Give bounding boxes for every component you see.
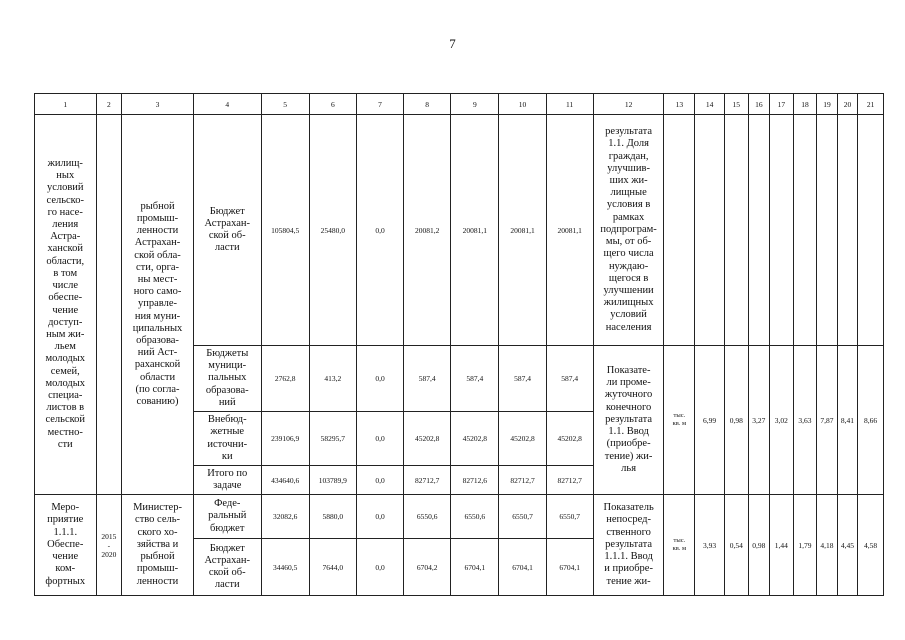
- column-number: 10: [499, 94, 546, 115]
- column-number: 7: [356, 94, 403, 115]
- value-cell: 587,4: [404, 346, 451, 412]
- value-cell: 6704,1: [499, 539, 546, 596]
- column-number: 8: [404, 94, 451, 115]
- column-number: 4: [193, 94, 261, 115]
- value-cell: 20081,1: [546, 115, 593, 346]
- empty-cell: [837, 115, 858, 346]
- column-number: 21: [858, 94, 884, 115]
- column-number: 3: [122, 94, 194, 115]
- value-cell: 45202,8: [499, 412, 546, 466]
- funding-source: Бюджеты муници- пальных образова- ний: [193, 346, 261, 412]
- value-cell: 6550,7: [546, 495, 593, 539]
- column-number: 17: [770, 94, 794, 115]
- column-number: 5: [261, 94, 309, 115]
- funding-source: Бюджет Астрахан- ской об- ласти: [193, 539, 261, 596]
- value-cell: 5880,0: [309, 495, 356, 539]
- empty-cell: [817, 115, 838, 346]
- value-cell: 82712,6: [451, 466, 499, 495]
- indicator-text: Показате- ли проме- жуточного конечного результата 1.1. Ввод (приобре- тение) жи- лья: [593, 346, 664, 495]
- column-number: 12: [593, 94, 664, 115]
- value-cell: 82712,7: [499, 466, 546, 495]
- target-value: 3,02: [770, 346, 794, 495]
- value-cell: 434640,6: [261, 466, 309, 495]
- funding-source: Феде- ральный бюджет: [193, 495, 261, 539]
- funding-source: Внебюд- жетные источни- ки: [193, 412, 261, 466]
- value-cell: 6704,2: [404, 539, 451, 596]
- value-cell: 7644,0: [309, 539, 356, 596]
- target-value: 8,66: [858, 346, 884, 495]
- empty-cell: [695, 115, 725, 346]
- value-cell: 0,0: [356, 115, 403, 346]
- executor-description: Министер- ство сель- ского хо- зяйства и рыбной промыш- ленности: [122, 495, 194, 596]
- value-cell: 6704,1: [451, 539, 499, 596]
- period-cell: [96, 115, 122, 495]
- empty-cell: [770, 115, 794, 346]
- table-row: [35, 115, 884, 346]
- target-value: 0,98: [748, 495, 770, 596]
- target-value: 8,41: [837, 346, 858, 495]
- period-cell: 2015 - 2020: [96, 495, 122, 596]
- target-value: 3,93: [695, 495, 725, 596]
- target-value: 7,87: [817, 346, 838, 495]
- target-value: 0,54: [724, 495, 748, 596]
- value-cell: 45202,8: [451, 412, 499, 466]
- value-cell: 6704,1: [546, 539, 593, 596]
- target-value: 4,58: [858, 495, 884, 596]
- value-cell: 6550,6: [404, 495, 451, 539]
- column-number: 16: [748, 94, 770, 115]
- empty-cell: [724, 115, 748, 346]
- target-value: 3,63: [793, 346, 817, 495]
- column-number: 13: [664, 94, 695, 115]
- value-cell: 0,0: [356, 495, 403, 539]
- value-cell: 587,4: [499, 346, 546, 412]
- task-description: жилищ- ных условий сельско- го насе- ления Астра- ханской области, в том числе обеспе- чение доступ- ным жи- льем молодых семей, молодых специа- листов в сельской местно- сти: [35, 115, 97, 495]
- target-value: 6,99: [695, 346, 725, 495]
- value-cell: 6550,7: [499, 495, 546, 539]
- value-cell: 105804,5: [261, 115, 309, 346]
- indicator-text: Показатель непосред- ственного результата 1.1.1. Ввод и приобре- тение жи-: [593, 495, 664, 596]
- page-number: 7: [449, 36, 456, 51]
- value-cell: 103789,9: [309, 466, 356, 495]
- empty-cell: [793, 115, 817, 346]
- value-cell: 587,4: [546, 346, 593, 412]
- budget-table: [34, 93, 884, 596]
- target-value: 0,98: [724, 346, 748, 495]
- value-cell: 34460,5: [261, 539, 309, 596]
- value-cell: 32082,6: [261, 495, 309, 539]
- value-cell: 20081,1: [499, 115, 546, 346]
- target-value: 4,45: [837, 495, 858, 596]
- column-number: 15: [724, 94, 748, 115]
- target-value: 3,27: [748, 346, 770, 495]
- value-cell: 25480,0: [309, 115, 356, 346]
- value-cell: 20081,2: [404, 115, 451, 346]
- column-number: 19: [817, 94, 838, 115]
- target-value: 1,44: [770, 495, 794, 596]
- column-number: 1: [35, 94, 97, 115]
- value-cell: 6550,6: [451, 495, 499, 539]
- column-number: 9: [451, 94, 499, 115]
- column-number-row: [35, 94, 884, 115]
- value-cell: 82712,7: [546, 466, 593, 495]
- value-cell: 413,2: [309, 346, 356, 412]
- measure-description: Меро- приятие 1.1.1. Обеспе- чение ком- фортных: [35, 495, 97, 596]
- target-value: 1,79: [793, 495, 817, 596]
- value-cell: 0,0: [356, 346, 403, 412]
- column-number: 6: [309, 94, 356, 115]
- value-cell: 45202,8: [404, 412, 451, 466]
- empty-cell: [664, 115, 695, 346]
- table-row: [35, 495, 884, 539]
- value-cell: 0,0: [356, 412, 403, 466]
- value-cell: 239106,9: [261, 412, 309, 466]
- empty-cell: [748, 115, 770, 346]
- indicator-text: результата 1.1. Доля граждан, улучшив- ших жи- лищные условия в рамках подпрограм- мы, от об- щего числа нуждаю- щегося в улучшении жилищных условий населения: [593, 115, 664, 346]
- column-number: 14: [695, 94, 725, 115]
- column-number: 2: [96, 94, 122, 115]
- unit-cell: тыс. кв. м: [664, 346, 695, 495]
- empty-cell: [858, 115, 884, 346]
- executor-description: рыбной промыш- ленности Астрахан- ской обла- сти, орга- ны мест- ного само- управле- ния муни- ципальных образова- ний Аст- раханской области (по согла- сованию): [122, 115, 194, 495]
- value-cell: 2762,8: [261, 346, 309, 412]
- value-cell: 587,4: [451, 346, 499, 412]
- value-cell: 58295,7: [309, 412, 356, 466]
- value-cell: 20081,1: [451, 115, 499, 346]
- column-number: 18: [793, 94, 817, 115]
- value-cell: 0,0: [356, 539, 403, 596]
- column-number: 20: [837, 94, 858, 115]
- unit-cell: тыс. кв. м: [664, 495, 695, 596]
- value-cell: 0,0: [356, 466, 403, 495]
- funding-source: Итого по задаче: [193, 466, 261, 495]
- funding-source: Бюджет Астрахан- ской об- ласти: [193, 115, 261, 346]
- value-cell: 82712,7: [404, 466, 451, 495]
- value-cell: 45202,8: [546, 412, 593, 466]
- column-number: 11: [546, 94, 593, 115]
- target-value: 4,18: [817, 495, 838, 596]
